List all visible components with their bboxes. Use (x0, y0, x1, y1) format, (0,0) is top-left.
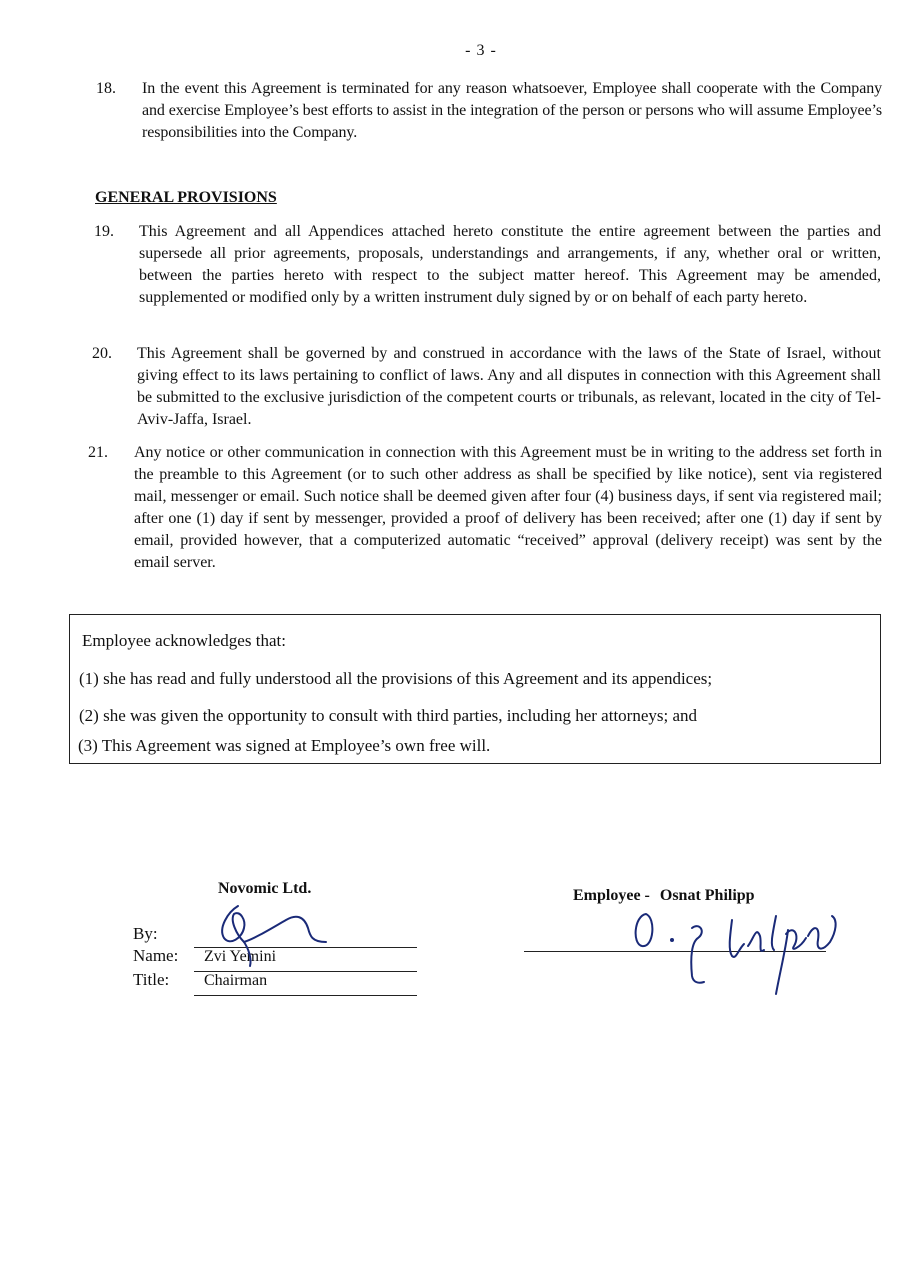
name-label: Name: (133, 946, 179, 965)
clause-number: 18. (96, 80, 116, 97)
clause-text: In the event this Agreement is terminated for any reason whatsoever, Employee shall cooperate with the Company and exercise Employee’s best efforts to assist in the integration of the person or persons who will assume Employee’s responsibilities into the Company. (142, 80, 882, 141)
employee-label: Employee - (573, 887, 650, 904)
page-number: - 3 - (465, 42, 497, 59)
employee-handwritten-signature (620, 906, 850, 998)
company-name: Novomic Ltd. (218, 880, 312, 897)
clause-number: 21. (88, 444, 108, 461)
clause-number: 19. (94, 223, 114, 240)
employee-signature-heading (573, 887, 755, 905)
clause-text: This Agreement and all Appendices attached hereto constitute the entire agreement between the parties and supersede all prior agreements, proposals, understandings and arrangements, if any, whether oral or written, between the parties hereto with respect to the subject matter hereof. This Agreement may be amended, supplemented or modified only by a written instrument duly signed by or on behalf of each party hereto. (139, 223, 881, 306)
employee-name: Osnat Philipp (659, 887, 755, 904)
signer-name: Zvi Yemini (204, 948, 277, 965)
acknowledgement-item: (2) she was given the opportunity to consult with third parties, including her attorneys; and (79, 706, 698, 725)
title-label: Title: (133, 970, 170, 989)
signer-title: Chairman (204, 972, 268, 989)
acknowledgement-item: (1) she has read and fully understood all the provisions of this Agreement and its appendices; (79, 669, 713, 688)
title-line (194, 995, 417, 996)
signature-line-employee (524, 951, 826, 952)
clause-number: 20. (92, 345, 112, 362)
clause-text: This Agreement shall be governed by and construed in accordance with the laws of the State of Israel, without giving effect to its laws pertaining to conflict of laws. Any and all disputes in connection with this Agreement shall be submitted to the exclusive jurisdiction of the competent courts or tribunals, as relevant, located in the city of Tel-Aviv-Jaffa, Israel. (137, 345, 881, 428)
clause-text: Any notice or other communication in connection with this Agreement must be in writing to the address set forth in the preamble to this Agreement (or to such other address as shall be specified by like notice), sent via registered mail, messenger or email. Such notice shall be deemed given after four (4) business days, if sent via registered mail; after one (1) day if sent by messenger, provided a proof of delivery has been received; after one (1) day if sent by email, provided however, that a computerized automatic “received” approval (delivery receipt) was sent by the email server. (134, 444, 882, 571)
acknowledgement-item: (3) This Agreement was signed at Employee’s own free will. (78, 736, 491, 755)
by-label: By: (133, 924, 158, 943)
section-heading: GENERAL PROVISIONS (95, 189, 277, 206)
acknowledgement-intro: Employee acknowledges that: (82, 631, 286, 650)
acknowledgement-box (69, 614, 881, 764)
